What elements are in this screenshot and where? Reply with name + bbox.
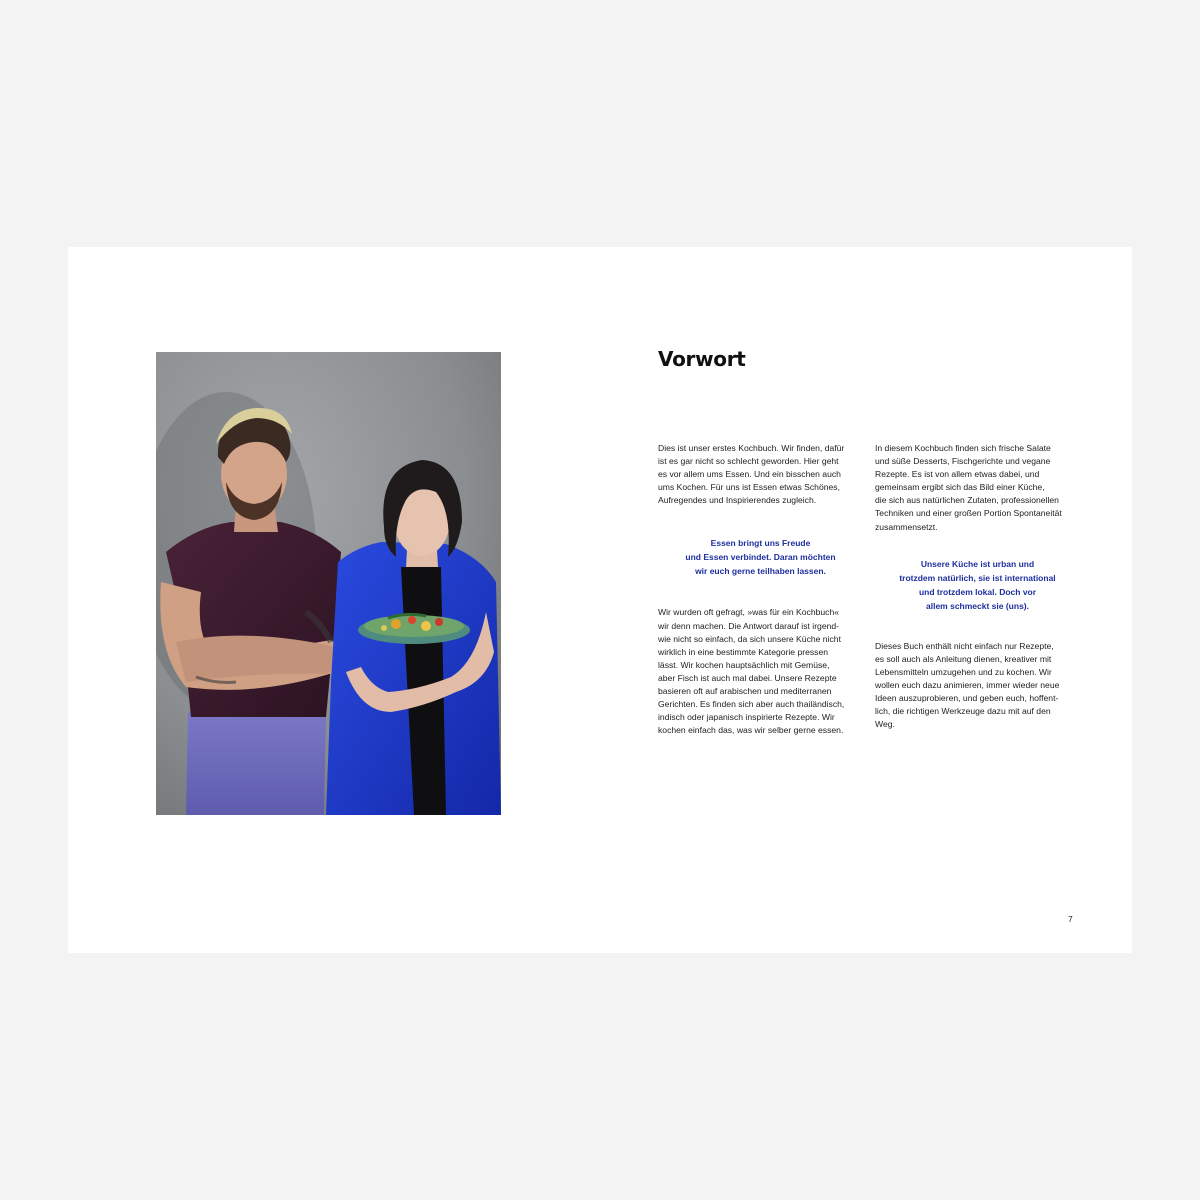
portrait-photo xyxy=(156,352,501,815)
page-title: Vorwort xyxy=(658,347,746,371)
book-spread xyxy=(68,247,1132,953)
body-paragraph-3: In diesem Kochbuch finden sich frische Salate und süße Desserts, Fischgerichte und vegane Rezepte. Es ist von allem etwas dabei, und gemeinsam ergibt sich das Bild einer Küche, die sich aus natürlichen Zutaten, professionellen Techniken und einer großen Portion Spontaneität zusammensetzt. xyxy=(875,443,1062,532)
page-number: 7 xyxy=(1068,914,1073,924)
pull-quote-1: Essen bringt uns Freude und Essen verbindet. Daran möchten wir euch gerne teilhaben lassen. xyxy=(685,538,836,577)
pull-quote-2: Unsere Küche ist urban und trotzdem natürlich, sie ist international und trotzdem lokal. Doch vor allem schmeckt sie (uns). xyxy=(899,558,1056,611)
body-paragraph-1: Dies ist unser erstes Kochbuch. Wir finden, dafür ist es gar nicht so schlecht geworden. Hier geht es vor allem ums Essen. Und ein bisschen auch ums Kochen. Für uns ist Essen etwas Schönes, Aufregendes und Inspirierendes zugleich. xyxy=(658,443,845,506)
text-column-right xyxy=(875,442,1080,731)
body-paragraph-4: Dieses Buch enthält nicht einfach nur Rezepte, es soll auch als Anleitung dienen, kreativer mit Lebensmitteln umzugehen und zu kochen. Wir wollen euch dazu animieren, immer wieder neue Ideen auszuprobieren, und geben euch, hoffent- lich, die richtigen Werkzeuge dazu mit auf den Weg. xyxy=(875,640,1060,730)
portrait-illustration xyxy=(156,352,501,815)
text-column-left xyxy=(658,442,863,737)
body-paragraph-2: Wir wurden oft gefragt, »was für ein Kochbuch« wir denn machen. Die Antwort darauf ist irgend- wie nicht so einfach, da sich unsere Küche nicht wirklich in eine bestimmte Kategorie pressen lässt. Wir kochen hauptsächlich mit Gemüse, aber Fisch ist auch mal dabei. Unsere Rezepte basieren oft auf arabischen und mediterranen Gerichten. Es finden sich aber auch thailändisch, indisch oder japanisch inspirierte Rezepte. Wir kochen einfach das, was wir selber gerne essen. xyxy=(658,607,845,736)
